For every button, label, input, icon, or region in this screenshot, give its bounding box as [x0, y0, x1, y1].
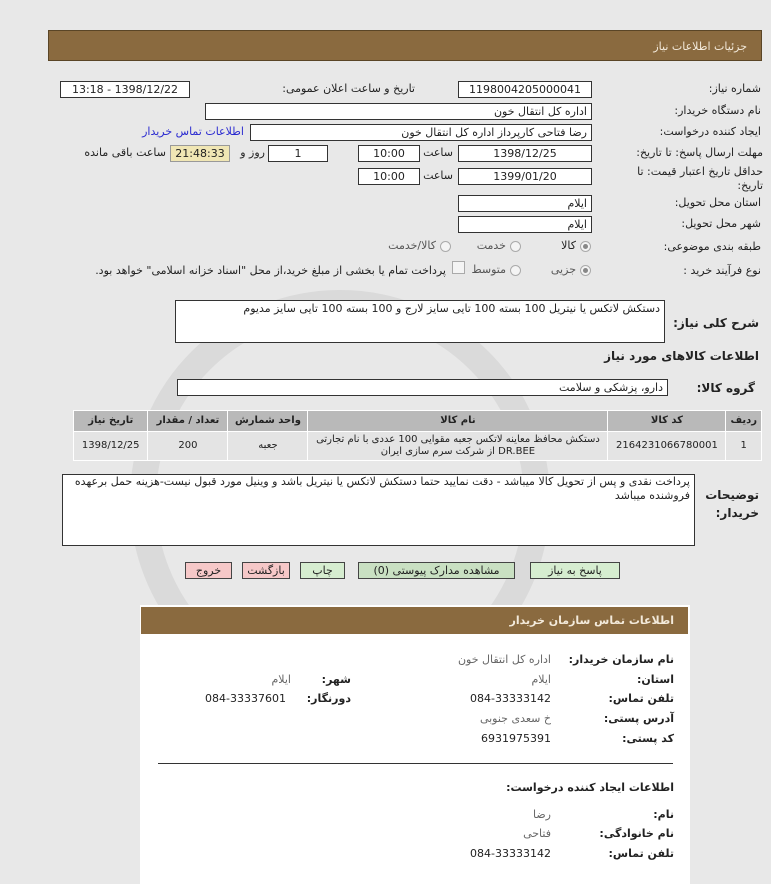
countdown-field: 21:48:33	[170, 145, 230, 162]
cell-row: 1	[726, 432, 762, 461]
col-header: ردیف	[726, 411, 762, 432]
col-header: تاریخ نیاز	[74, 411, 148, 432]
creator-phone: 084-33333142	[470, 847, 551, 860]
category-label: طبقه بندی موضوعی:	[663, 240, 761, 253]
category-goods-service-radio[interactable]: کالا/خدمت	[388, 239, 451, 252]
contact-address-label: آدرس پستی:	[603, 712, 674, 725]
attachments-button[interactable]: مشاهده مدارک پیوستی (0)	[358, 562, 515, 579]
deadline-hour-label: ساعت	[423, 146, 453, 159]
goods-section-title: اطلاعات کالاهای مورد نیاز	[604, 349, 759, 363]
creator-name: رضا	[532, 808, 551, 821]
contact-postal-label: کد پستی:	[622, 732, 674, 745]
table-row	[74, 432, 762, 461]
cell-code: 2164231066780001	[608, 432, 726, 461]
creator-field[interactable]: رضا فتاحی کارپرداز اداره کل انتقال خون	[250, 124, 592, 141]
contact-city: ایلام	[271, 673, 291, 686]
print-button[interactable]: چاپ	[300, 562, 345, 579]
col-header: نام کالا	[308, 411, 608, 432]
creator-phone-label: تلفن تماس:	[608, 847, 674, 860]
validity-date-field[interactable]: 1399/01/20	[458, 168, 592, 185]
contact-postal: 6931975391	[481, 732, 551, 745]
treasury-text: پرداخت تمام یا بخشی از مبلغ خرید،از محل "اسناد خزانه اسلامی" خواهد بود.	[95, 264, 446, 277]
province-label: استان محل تحویل:	[674, 196, 761, 209]
col-header: تعداد / مقدار	[148, 411, 228, 432]
province-field[interactable]: ایلام	[458, 195, 592, 212]
treasury-checkbox[interactable]	[452, 261, 465, 274]
divider	[158, 763, 673, 764]
creator-family: فتاحی	[523, 827, 551, 840]
notes-label: توضیحات خریدار:	[705, 488, 759, 520]
remaining-label: ساعت باقی مانده	[84, 146, 166, 159]
notes-field[interactable]: پرداخت نقدی و پس از تحویل کالا میباشد - دقت نمایید حتما دستکش لاتکس یا نیتریل باشد و وینیل مورد قبول نیست-هزینه حمل برعهده فروشنده میباشد	[62, 474, 695, 546]
cell-name: دستکش محافظ معاینه لاتکس جعبه مقوایی 100 عددی با نام تجارتی DR.BEE از شرکت سرم سازی ایران	[308, 432, 608, 461]
buyer-org-label: نام دستگاه خریدار:	[674, 104, 761, 117]
cell-date: 1398/12/25	[74, 432, 148, 461]
group-label: گروه کالا:	[696, 381, 755, 395]
announce-field[interactable]: 1398/12/22 - 13:18	[60, 81, 190, 98]
contact-header	[141, 607, 688, 634]
validity-hour-label: ساعت	[423, 169, 453, 182]
creator-family-label: نام خانوادگی:	[599, 827, 674, 840]
contact-phone-label: تلفن تماس:	[608, 692, 674, 705]
buyer-org-field[interactable]: اداره کل انتقال خون	[205, 103, 592, 120]
category-service-radio[interactable]: خدمت	[477, 239, 521, 252]
process-medium-radio[interactable]: متوسط	[471, 263, 521, 276]
contact-province: ایلام	[531, 673, 551, 686]
cell-unit: جعبه	[228, 432, 308, 461]
contact-phone: 084-33333142	[470, 692, 551, 705]
deadline-time-field[interactable]: 10:00	[358, 145, 420, 162]
days-label: روز و	[240, 146, 265, 159]
announce-label: تاریخ و ساعت اعلان عمومی:	[282, 82, 415, 95]
description-field[interactable]: دستکش لاتکس یا نیتریل 100 بسته 100 تایی سایز لارج و 100 بسته 100 تایی سایز مدیوم	[175, 300, 665, 343]
page-header	[48, 30, 762, 61]
validity-time-field[interactable]: 10:00	[358, 168, 420, 185]
exit-button[interactable]: خروج	[185, 562, 232, 579]
col-header: کد کالا	[608, 411, 726, 432]
col-header: واحد شمارش	[228, 411, 308, 432]
contact-fax-label: دورنگار:	[306, 692, 351, 705]
contact-address: خ سعدی جنوبی	[479, 712, 551, 725]
deadline-label: مهلت ارسال پاسخ: تا تاریخ:	[636, 146, 763, 159]
process-minor-radio[interactable]: جزیی	[551, 263, 591, 276]
contact-panel	[140, 605, 690, 884]
city-label: شهر محل تحویل:	[681, 217, 761, 230]
need-number-label: شماره نیاز:	[708, 82, 761, 95]
category-goods-radio[interactable]: کالا	[561, 239, 591, 252]
contact-org-label: نام سازمان خریدار:	[568, 653, 674, 666]
creator-label: ایجاد کننده درخواست:	[659, 125, 761, 138]
description-label: شرح کلی نیاز:	[673, 316, 759, 330]
goods-table	[73, 410, 762, 461]
back-button[interactable]: بازگشت	[242, 562, 290, 579]
contact-province-label: استان:	[637, 673, 674, 686]
deadline-date-field[interactable]: 1398/12/25	[458, 145, 592, 162]
creator-info-title: اطلاعات ایجاد کننده درخواست:	[506, 781, 674, 794]
table-header-row	[74, 411, 762, 432]
contact-city-label: شهر:	[321, 673, 351, 686]
cell-qty: 200	[148, 432, 228, 461]
city-field[interactable]: ایلام	[458, 216, 592, 233]
page-title: جزئیات اطلاعات نیاز	[653, 40, 747, 53]
buyer-contact-link[interactable]: اطلاعات تماس خریدار	[142, 125, 244, 138]
contact-title: اطلاعات تماس سازمان خریدار	[509, 614, 674, 627]
contact-fax: 084-33337601	[205, 692, 286, 705]
contact-org: اداره کل انتقال خون	[457, 653, 551, 666]
days-field: 1	[268, 145, 328, 162]
process-label: نوع فرآیند خرید :	[683, 264, 761, 277]
creator-name-label: نام:	[653, 808, 674, 821]
validity-label: حداقل تاریخ اعتبار قیمت: تا تاریخ:	[637, 165, 763, 192]
group-field[interactable]: دارو، پزشکی و سلامت	[177, 379, 668, 396]
need-number-field[interactable]: 1198004205000041	[458, 81, 592, 98]
reply-button[interactable]: پاسخ به نیاز	[530, 562, 620, 579]
